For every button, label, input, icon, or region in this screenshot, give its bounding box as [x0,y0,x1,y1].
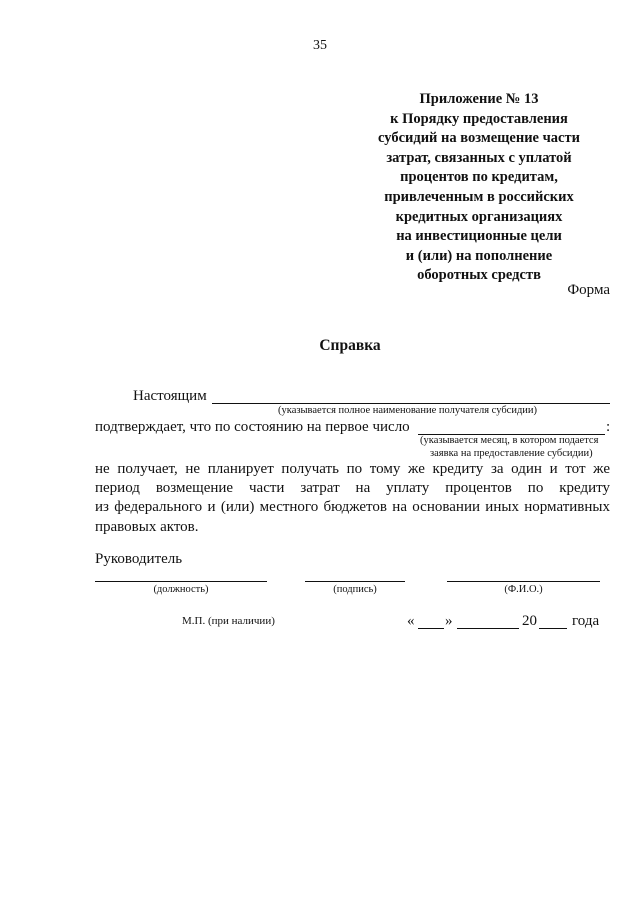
appendix-line: затрат, связанных с уплатой [386,149,572,166]
document-title: Справка [319,337,381,354]
appendix-line: оборотных средств [417,267,541,284]
paragraph-line: период возмещение части затрат на уплату процентов по кредиту [95,480,610,497]
month-hint-2: заявка на предоставление субсидии) [430,448,593,459]
date-close-quote: » [445,613,453,629]
paragraph-line: правовых актов. [95,518,199,535]
recipient-name-field[interactable] [212,403,610,404]
head-label: Руководитель [95,551,183,567]
form-label: Форма [567,282,610,298]
appendix-line: кредитных организациях [395,208,563,225]
appendix-line: на инвестиционные цели [396,228,562,245]
appendix-line: и (или) на пополнение [405,247,553,264]
full-name-field[interactable] [447,581,600,582]
declaration-paragraph [95,460,610,537]
confirm-colon: : [606,419,611,435]
appendix-line: привлеченным в российских [384,188,574,205]
stamp-label: М.П. (при наличии) [182,615,275,627]
signature-field[interactable] [305,581,405,582]
appendix-line: субсидий на возмещение части [378,130,580,147]
recipient-hint: (указывается полное наименование получателя субсидии) [278,405,538,416]
year-suffix: года [572,613,600,629]
appendix-header [360,90,598,286]
confirm-lead: подтверждает, что по состоянию на первое число [95,419,410,435]
position-hint: (должность) [153,584,209,595]
recipient-lead: Настоящим [133,388,207,404]
signature-hint: (подпись) [333,584,377,595]
day-field[interactable] [418,628,444,629]
paragraph-line: не получает, не планирует получать по тому же кредиту за один и тот же [95,461,610,477]
paragraph-line: из федерального и (или) местного бюджетов на основании иных нормативных [95,499,610,516]
date-open-quote: « [407,613,415,629]
month-hint-1: (указывается месяц, в котором подается [420,435,599,446]
year-field[interactable] [539,628,567,629]
position-field[interactable] [95,581,267,582]
appendix-line: к Порядку предоставления [390,110,568,127]
appendix-line: Приложение № 13 [419,91,539,107]
page-number: 35 [313,38,327,53]
appendix-line: процентов по кредитам, [400,169,558,186]
month-date-field[interactable] [457,628,519,629]
full-name-hint: (Ф.И.О.) [504,584,543,595]
year-prefix: 20 [522,613,537,629]
